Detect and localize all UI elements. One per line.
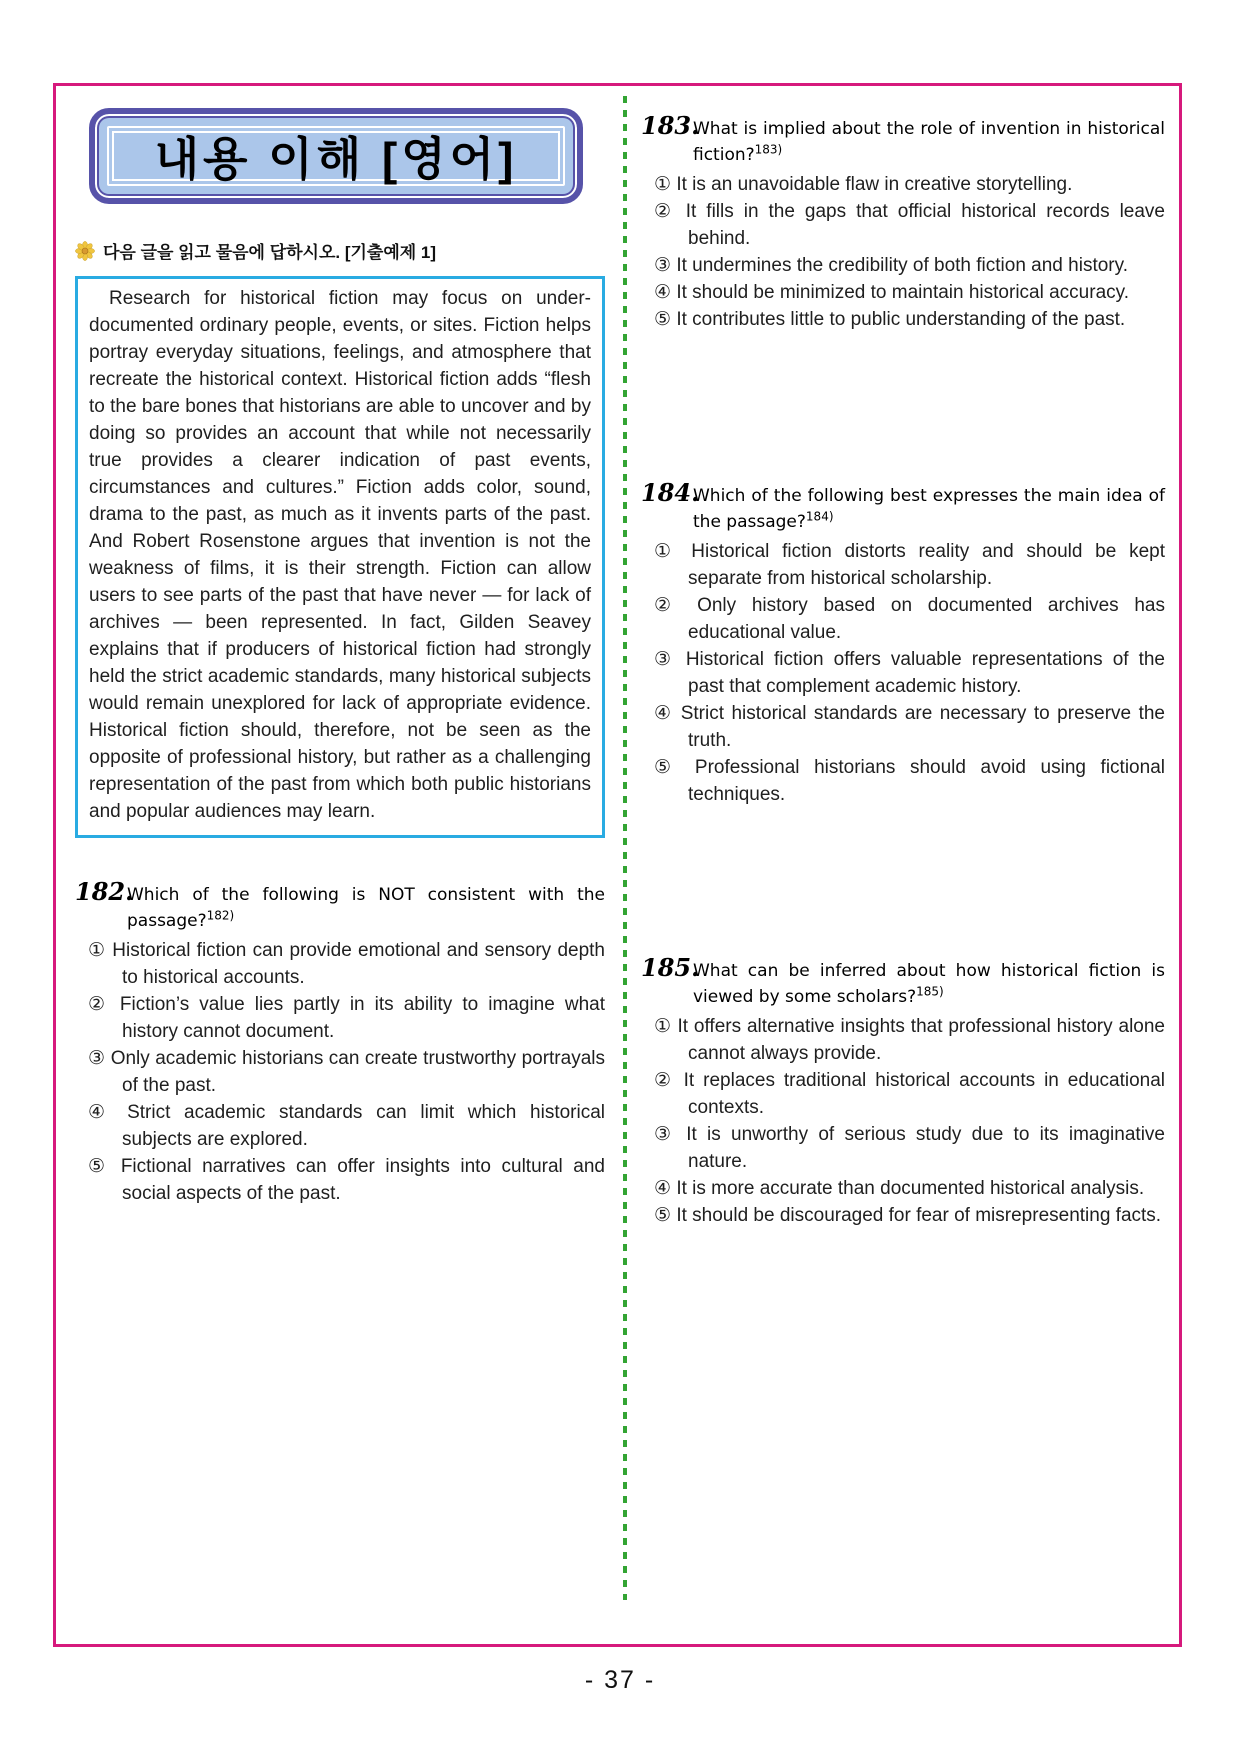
option-185-5: ⑤ It should be discouraged for fear of misrepresenting facts. bbox=[654, 1205, 1162, 1226]
options-184 bbox=[641, 538, 1165, 808]
question-number-184: 184. bbox=[641, 478, 700, 507]
left-questions bbox=[75, 877, 605, 1207]
option-marker-182-1: ① bbox=[88, 940, 107, 961]
option-marker-185-2: ② bbox=[654, 1070, 675, 1091]
question-stem-text-183: What is implied about the role of invention in historical fiction?$^{183)}$ bbox=[693, 119, 1165, 165]
column-divider bbox=[623, 96, 627, 1600]
question-stem-182 bbox=[75, 877, 605, 934]
option-182-5: ⑤ Fictional narratives can offer insights into cultural and social aspects of the past. bbox=[88, 1156, 605, 1204]
option-marker-182-5: ⑤ bbox=[88, 1156, 111, 1177]
option-184-3: ③ Historical fiction offers valuable representations of the past that complement academic history. bbox=[654, 649, 1165, 697]
option-marker-183-4: ④ bbox=[654, 282, 672, 303]
option-marker-185-3: ③ bbox=[654, 1124, 676, 1145]
options-183 bbox=[641, 171, 1165, 333]
page-title bbox=[89, 108, 583, 204]
option-marker-183-1: ① bbox=[654, 174, 672, 195]
page-title-text: 내용 이해 [영어] bbox=[154, 133, 518, 185]
options-182 bbox=[75, 937, 605, 1207]
option-marker-183-2: ② bbox=[654, 201, 676, 222]
passage-box bbox=[75, 276, 605, 838]
option-184-2: ② Only history based on documented archives has educational value. bbox=[654, 595, 1165, 643]
option-183-1: ① It is an unavoidable flaw in creative storytelling. bbox=[654, 174, 1073, 195]
footnote-ref-185: 185) bbox=[916, 984, 944, 999]
page-number: - 37 - bbox=[584, 1666, 656, 1694]
option-marker-182-4: ④ bbox=[88, 1102, 114, 1123]
option-185-1: ① It offers alternative insights that professional history alone cannot always provide. bbox=[654, 1016, 1165, 1064]
option-185-4: ④ It is more accurate than documented historical analysis. bbox=[654, 1178, 1145, 1199]
option-182-1: ① Historical fiction can provide emotional and sensory depth to historical accounts. bbox=[88, 940, 605, 988]
question-stem-text-182: Which of the following is NOT consistent with the passage?$^{182)}$ bbox=[127, 885, 605, 931]
right-column bbox=[641, 111, 1165, 1229]
right-questions bbox=[641, 111, 1165, 1229]
option-marker-184-1: ① bbox=[654, 541, 679, 562]
passage-text: Research for historical fiction may focus on under-documented ordinary people, events, or sites. Fiction helps portray everyday situations, feelings, and atmosphere that recreate the historical context. Historical fiction adds “flesh to the bare bones that historians are able to uncover and by doing so provides an account that while not necessarily true provides a clearer indication of past events, circumstances and cultures.” Fiction adds color, sound, drama to the past, as much as it invents parts of the past. And Robert Rosenstone argues that invention is not the weakness of films, it is their strength. Fiction can allow users to see parts of the past that have never — for lack of archives — been represented. In fact, Gilden Seavey explains that if producers of historical fiction had strongly held the strict academic standards, many historical subjects would remain unexplored for lack of appropriate evidence. Historical fiction should, therefore, not be seen as the opposite of professional history, but rather as a challenging representation of the past from which both public historians and popular audiences may learn. bbox=[89, 288, 591, 822]
option-marker-184-2: ② bbox=[654, 595, 682, 616]
option-182-4: ④ Strict academic standards can limit which historical subjects are explored. bbox=[88, 1102, 605, 1150]
option-182-2: ② Fiction’s value lies partly in its ability to imagine what history cannot document. bbox=[88, 994, 605, 1042]
options-185 bbox=[641, 1013, 1165, 1229]
option-marker-185-4: ④ bbox=[654, 1178, 672, 1199]
instruction-text: 다음 글을 읽고 물음에 답하시오. [기출예제 1] bbox=[103, 243, 437, 262]
option-marker-183-5: ⑤ bbox=[654, 309, 672, 330]
option-marker-183-3: ③ bbox=[654, 255, 672, 276]
question-stem-185 bbox=[641, 953, 1165, 1010]
option-185-2: ② It replaces traditional historical accounts in educational contexts. bbox=[654, 1070, 1165, 1118]
option-184-5: ⑤ Professional historians should avoid using fictional techniques. bbox=[654, 757, 1165, 805]
footnote-ref-184: 184) bbox=[805, 509, 834, 524]
option-marker-185-1: ① bbox=[654, 1016, 672, 1037]
question-185 bbox=[641, 953, 1165, 1229]
flower-icon bbox=[75, 241, 95, 261]
option-184-1: ① Historical fiction distorts reality and should be kept separate from historical scholarship. bbox=[654, 541, 1165, 589]
question-184 bbox=[641, 478, 1165, 808]
option-183-2: ② It fills in the gaps that official historical records leave behind. bbox=[654, 201, 1165, 249]
footnote-ref-183: 183) bbox=[754, 142, 783, 157]
question-183 bbox=[641, 111, 1165, 333]
option-marker-182-2: ② bbox=[88, 994, 110, 1015]
option-marker-182-3: ③ bbox=[88, 1048, 106, 1069]
left-column bbox=[75, 108, 605, 1207]
question-number-185: 185. bbox=[641, 953, 700, 982]
question-stem-184 bbox=[641, 478, 1165, 535]
option-marker-184-5: ⑤ bbox=[654, 757, 681, 778]
question-182 bbox=[75, 877, 605, 1207]
option-185-3: ③ It is unworthy of serious study due to its imaginative nature. bbox=[654, 1124, 1165, 1172]
option-marker-184-4: ④ bbox=[654, 703, 674, 724]
instruction bbox=[75, 238, 605, 263]
option-183-5: ⑤ It contributes little to public understanding of the past. bbox=[654, 309, 1126, 330]
option-marker-185-5: ⑤ bbox=[654, 1205, 672, 1226]
option-184-4: ④ Strict historical standards are necessary to preserve the truth. bbox=[654, 703, 1165, 751]
option-183-4: ④ It should be minimized to maintain historical accuracy. bbox=[654, 282, 1130, 303]
question-stem-text-184: Which of the following best expresses the main idea of the passage?$^{184)}$ bbox=[693, 486, 1165, 532]
option-182-3: ③ Only academic historians can create trustworthy portrayals of the past. bbox=[88, 1048, 605, 1096]
question-number-182: 182. bbox=[75, 877, 134, 906]
option-marker-184-3: ③ bbox=[654, 649, 676, 670]
question-number-183: 183. bbox=[641, 111, 700, 140]
page-border bbox=[53, 83, 1182, 1647]
option-183-3: ③ It undermines the credibility of both fiction and history. bbox=[654, 255, 1128, 276]
footnote-ref-182: 182) bbox=[206, 908, 235, 923]
question-stem-183 bbox=[641, 111, 1165, 168]
question-stem-text-185: What can be inferred about how historical fiction is viewed by some scholars?$^{185)}$ bbox=[693, 961, 1165, 1007]
